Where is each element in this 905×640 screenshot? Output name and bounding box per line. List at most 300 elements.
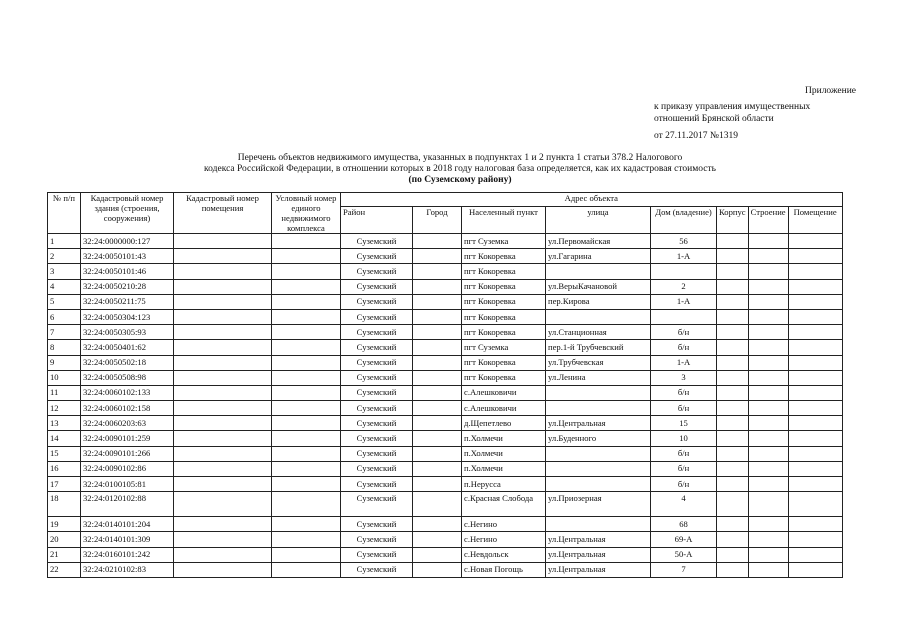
room-cell (788, 547, 842, 562)
settlement-cell: пгт Кокоревка (462, 264, 546, 279)
street-cell (546, 446, 651, 461)
room-cell (788, 446, 842, 461)
house-cell: 10 (651, 431, 717, 446)
street-cell (546, 385, 651, 400)
house-cell: 1-А (651, 294, 717, 309)
room-cell (788, 355, 842, 370)
col-street: улица (546, 207, 651, 234)
room-cell (788, 562, 842, 577)
building-cell (748, 446, 788, 461)
building-cell (748, 517, 788, 532)
block-cell (717, 517, 749, 532)
city-cell (413, 562, 462, 577)
cond-number-cell (272, 547, 341, 562)
house-cell: 2 (651, 279, 717, 294)
block-cell (717, 532, 749, 547)
street-cell: ул.Центральная (546, 416, 651, 431)
cad-building-cell: 32:24:0050101:43 (81, 249, 174, 264)
table-row (48, 431, 843, 446)
block-cell (717, 492, 749, 517)
house-cell: 50-А (651, 547, 717, 562)
cad-building-cell: 32:24:0090102:86 (81, 461, 174, 476)
room-cell (788, 477, 842, 492)
cad-room-cell (174, 547, 272, 562)
building-cell (748, 309, 788, 324)
house-cell: 1-А (651, 355, 717, 370)
settlement-cell: пгт Кокоревка (462, 294, 546, 309)
cad-building-cell: 32:24:0050210:28 (81, 279, 174, 294)
table-row (48, 370, 843, 385)
cad-room-cell (174, 401, 272, 416)
settlement-cell: пгт Кокоревка (462, 370, 546, 385)
building-cell (748, 234, 788, 249)
city-cell (413, 416, 462, 431)
row-number: 13 (48, 416, 81, 431)
settlement-cell: пгт Кокоревка (462, 309, 546, 324)
appendix-label: Приложение (805, 86, 856, 96)
block-cell (717, 249, 749, 264)
cad-building-cell: 32:24:0050101:46 (81, 264, 174, 279)
street-cell (546, 517, 651, 532)
room-cell (788, 340, 842, 355)
street-cell (546, 401, 651, 416)
house-cell: б/н (651, 385, 717, 400)
block-cell (717, 562, 749, 577)
row-number: 19 (48, 517, 81, 532)
street-cell: ул.Гагарина (546, 249, 651, 264)
block-cell (717, 547, 749, 562)
room-cell (788, 264, 842, 279)
table-row (48, 492, 843, 517)
house-cell: 15 (651, 416, 717, 431)
house-cell: б/н (651, 446, 717, 461)
row-number: 2 (48, 249, 81, 264)
street-cell: ул.Буденного (546, 431, 651, 446)
house-cell: б/н (651, 401, 717, 416)
row-number: 18 (48, 492, 81, 517)
cad-room-cell (174, 340, 272, 355)
cad-building-cell: 32:24:0120102:88 (81, 492, 174, 517)
row-number: 6 (48, 309, 81, 324)
settlement-cell: с.Новая Погощь (462, 562, 546, 577)
cad-building-cell: 32:24:0140101:204 (81, 517, 174, 532)
settlement-cell: д.Щепетлево (462, 416, 546, 431)
district-cell: Суземский (341, 279, 413, 294)
settlement-cell: пгт Кокоревка (462, 279, 546, 294)
house-cell: 1-А (651, 249, 717, 264)
title-line-2: кодекса Российской Федерации, в отношении которых в 2018 году налоговая база определяется, как их кадастровая стоимость (204, 164, 716, 174)
district-cell: Суземский (341, 532, 413, 547)
cond-number-cell (272, 385, 341, 400)
cad-room-cell (174, 461, 272, 476)
cond-number-cell (272, 461, 341, 476)
cond-number-cell (272, 532, 341, 547)
district-cell: Суземский (341, 517, 413, 532)
cad-room-cell (174, 532, 272, 547)
street-cell: ул.Первомайская (546, 234, 651, 249)
table-row (48, 461, 843, 476)
cad-room-cell (174, 477, 272, 492)
block-cell (717, 461, 749, 476)
cond-number-cell (272, 370, 341, 385)
cad-building-cell: 32:24:0050304:123 (81, 309, 174, 324)
col-cond-number: Условный номер единого недвижимого комплекса (272, 193, 341, 234)
row-number: 9 (48, 355, 81, 370)
cad-building-cell: 32:24:0000000:127 (81, 234, 174, 249)
table-row (48, 294, 843, 309)
cad-room-cell (174, 325, 272, 340)
house-cell: 56 (651, 234, 717, 249)
row-number: 20 (48, 532, 81, 547)
city-cell (413, 340, 462, 355)
cad-room-cell (174, 517, 272, 532)
house-cell: б/н (651, 325, 717, 340)
city-cell (413, 355, 462, 370)
settlement-cell: с.Негино (462, 517, 546, 532)
table-row (48, 517, 843, 532)
cond-number-cell (272, 517, 341, 532)
street-cell (546, 461, 651, 476)
title-line-1: Перечень объектов недвижимого имущества, указанных в подпунктах 1 и 2 пункта 1 статьи 378.2 Налогового (237, 153, 683, 163)
block-cell (717, 431, 749, 446)
building-cell (748, 532, 788, 547)
table-row (48, 325, 843, 340)
col-room: Помещение (788, 207, 842, 234)
street-cell: ул.Центральная (546, 562, 651, 577)
room-cell (788, 309, 842, 324)
city-cell (413, 249, 462, 264)
cad-room-cell (174, 416, 272, 431)
row-number: 22 (48, 562, 81, 577)
building-cell (748, 355, 788, 370)
cond-number-cell (272, 309, 341, 324)
cad-room-cell (174, 294, 272, 309)
block-cell (717, 446, 749, 461)
block-cell (717, 416, 749, 431)
city-cell (413, 294, 462, 309)
block-cell (717, 370, 749, 385)
row-number: 11 (48, 385, 81, 400)
table-row (48, 340, 843, 355)
cond-number-cell (272, 416, 341, 431)
cond-number-cell (272, 401, 341, 416)
col-cad-building: Кадастровый номер здания (строения, сооружения) (81, 193, 174, 234)
row-number: 7 (48, 325, 81, 340)
room-cell (788, 492, 842, 517)
col-settlement: Населенный пункт (462, 207, 546, 234)
order-date-number: от 27.11.2017 №1319 (654, 131, 738, 141)
district-cell: Суземский (341, 385, 413, 400)
city-cell (413, 279, 462, 294)
house-cell (651, 309, 717, 324)
table-row (48, 532, 843, 547)
cad-building-cell: 32:24:0060102:158 (81, 401, 174, 416)
settlement-cell: п.Холмечи (462, 446, 546, 461)
cond-number-cell (272, 562, 341, 577)
room-cell (788, 431, 842, 446)
block-cell (717, 309, 749, 324)
row-number: 15 (48, 446, 81, 461)
cad-room-cell (174, 562, 272, 577)
city-cell (413, 401, 462, 416)
cad-building-cell: 32:24:0060102:133 (81, 385, 174, 400)
cad-building-cell: 32:24:0050401:62 (81, 340, 174, 355)
row-number: 8 (48, 340, 81, 355)
table-row (48, 234, 843, 249)
table-row (48, 416, 843, 431)
cond-number-cell (272, 340, 341, 355)
cad-room-cell (174, 431, 272, 446)
district-cell: Суземский (341, 234, 413, 249)
cad-room-cell (174, 264, 272, 279)
district-cell: Суземский (341, 264, 413, 279)
room-cell (788, 279, 842, 294)
row-number: 1 (48, 234, 81, 249)
house-cell: 68 (651, 517, 717, 532)
city-cell (413, 532, 462, 547)
city-cell (413, 547, 462, 562)
settlement-cell: с.Алешковичи (462, 385, 546, 400)
table-row (48, 562, 843, 577)
district-cell: Суземский (341, 401, 413, 416)
col-block: Корпус (717, 207, 749, 234)
room-cell (788, 401, 842, 416)
title-line-3: (по Суземскому району) (408, 175, 512, 185)
col-building: Строение (748, 207, 788, 234)
district-cell: Суземский (341, 547, 413, 562)
district-cell: Суземский (341, 477, 413, 492)
city-cell (413, 309, 462, 324)
room-cell (788, 234, 842, 249)
cad-room-cell (174, 355, 272, 370)
building-cell (748, 401, 788, 416)
building-cell (748, 431, 788, 446)
cad-building-cell: 32:24:0210102:83 (81, 562, 174, 577)
street-cell: пер.1-й Трубчевский (546, 340, 651, 355)
cad-room-cell (174, 309, 272, 324)
district-cell: Суземский (341, 562, 413, 577)
street-cell: ул.Ленина (546, 370, 651, 385)
col-address-group: Адрес объекта (341, 193, 843, 207)
table-row (48, 249, 843, 264)
order-reference: к приказу управления имущественных (654, 102, 811, 112)
room-cell (788, 294, 842, 309)
row-number: 3 (48, 264, 81, 279)
block-cell (717, 355, 749, 370)
district-cell: Суземский (341, 249, 413, 264)
table-row (48, 279, 843, 294)
cad-building-cell: 32:24:0050502:18 (81, 355, 174, 370)
building-cell (748, 492, 788, 517)
city-cell (413, 325, 462, 340)
block-cell (717, 477, 749, 492)
cad-building-cell: 32:24:0100105:81 (81, 477, 174, 492)
building-cell (748, 279, 788, 294)
col-number: № п/п (48, 193, 81, 234)
building-cell (748, 461, 788, 476)
house-cell: 7 (651, 562, 717, 577)
cond-number-cell (272, 234, 341, 249)
table-row (48, 446, 843, 461)
table-row (48, 547, 843, 562)
district-cell: Суземский (341, 340, 413, 355)
district-cell: Суземский (341, 309, 413, 324)
cad-building-cell: 32:24:0050508:98 (81, 370, 174, 385)
city-cell (413, 461, 462, 476)
col-district: Район (341, 207, 413, 234)
district-cell: Суземский (341, 461, 413, 476)
city-cell (413, 431, 462, 446)
cond-number-cell (272, 249, 341, 264)
cad-room-cell (174, 249, 272, 264)
cond-number-cell (272, 477, 341, 492)
district-cell: Суземский (341, 325, 413, 340)
cond-number-cell (272, 325, 341, 340)
district-cell: Суземский (341, 431, 413, 446)
house-cell: 69-А (651, 532, 717, 547)
room-cell (788, 517, 842, 532)
table-row (48, 309, 843, 324)
cond-number-cell (272, 279, 341, 294)
block-cell (717, 234, 749, 249)
block-cell (717, 279, 749, 294)
cad-building-cell: 32:24:0050305:93 (81, 325, 174, 340)
cad-room-cell (174, 492, 272, 517)
block-cell (717, 401, 749, 416)
street-cell (546, 309, 651, 324)
room-cell (788, 416, 842, 431)
city-cell (413, 370, 462, 385)
cond-number-cell (272, 446, 341, 461)
district-cell: Суземский (341, 294, 413, 309)
cond-number-cell (272, 264, 341, 279)
house-cell: 3 (651, 370, 717, 385)
building-cell (748, 416, 788, 431)
street-cell: ул.Станционная (546, 325, 651, 340)
building-cell (748, 477, 788, 492)
house-cell: б/н (651, 461, 717, 476)
col-house: Дом (владение) (651, 207, 717, 234)
street-cell: пер.Кирова (546, 294, 651, 309)
house-cell: 4 (651, 492, 717, 517)
settlement-cell: п.Нерусса (462, 477, 546, 492)
district-cell: Суземский (341, 446, 413, 461)
settlement-cell: с.Негино (462, 532, 546, 547)
row-number: 5 (48, 294, 81, 309)
street-cell (546, 264, 651, 279)
settlement-cell: с.Алешковичи (462, 401, 546, 416)
cad-room-cell (174, 279, 272, 294)
building-cell (748, 370, 788, 385)
block-cell (717, 325, 749, 340)
col-cad-room: Кадастровый номер помещения (174, 193, 272, 234)
city-cell (413, 517, 462, 532)
city-cell (413, 492, 462, 517)
room-cell (788, 325, 842, 340)
cond-number-cell (272, 355, 341, 370)
house-cell: б/н (651, 340, 717, 355)
room-cell (788, 370, 842, 385)
settlement-cell: пгт Суземка (462, 340, 546, 355)
col-city: Город (413, 207, 462, 234)
cond-number-cell (272, 431, 341, 446)
street-cell: ул.ВерыКачановой (546, 279, 651, 294)
cad-building-cell: 32:24:0140101:309 (81, 532, 174, 547)
building-cell (748, 264, 788, 279)
block-cell (717, 340, 749, 355)
room-cell (788, 249, 842, 264)
room-cell (788, 385, 842, 400)
room-cell (788, 461, 842, 476)
district-cell: Суземский (341, 370, 413, 385)
row-number: 10 (48, 370, 81, 385)
settlement-cell: п.Холмечи (462, 431, 546, 446)
settlement-cell: с.Красная Слобода (462, 492, 546, 517)
street-cell: ул.Центральная (546, 532, 651, 547)
street-cell (546, 477, 651, 492)
cond-number-cell (272, 492, 341, 517)
city-cell (413, 446, 462, 461)
row-number: 21 (48, 547, 81, 562)
block-cell (717, 385, 749, 400)
building-cell (748, 562, 788, 577)
building-cell (748, 249, 788, 264)
row-number: 14 (48, 431, 81, 446)
table-row (48, 264, 843, 279)
street-cell: ул.Центральная (546, 547, 651, 562)
building-cell (748, 325, 788, 340)
house-cell: б/н (651, 477, 717, 492)
settlement-cell: с.Невдольск (462, 547, 546, 562)
district-cell: Суземский (341, 492, 413, 517)
building-cell (748, 547, 788, 562)
settlement-cell: п.Холмечи (462, 461, 546, 476)
building-cell (748, 340, 788, 355)
settlement-cell: пгт Кокоревка (462, 249, 546, 264)
cad-building-cell: 32:24:0060203:63 (81, 416, 174, 431)
house-cell (651, 264, 717, 279)
cond-number-cell (272, 294, 341, 309)
cad-room-cell (174, 234, 272, 249)
city-cell (413, 234, 462, 249)
district-cell: Суземский (341, 416, 413, 431)
row-number: 17 (48, 477, 81, 492)
cad-room-cell (174, 370, 272, 385)
block-cell (717, 294, 749, 309)
settlement-cell: пгт Кокоревка (462, 325, 546, 340)
cad-room-cell (174, 446, 272, 461)
street-cell: ул.Приозерная (546, 492, 651, 517)
building-cell (748, 385, 788, 400)
city-cell (413, 385, 462, 400)
street-cell: ул.Трубчевская (546, 355, 651, 370)
settlement-cell: пгт Кокоревка (462, 355, 546, 370)
row-number: 4 (48, 279, 81, 294)
document-title (150, 153, 770, 186)
cad-building-cell: 32:24:0160101:242 (81, 547, 174, 562)
cad-building-cell: 32:24:0090101:259 (81, 431, 174, 446)
table-row (48, 385, 843, 400)
objects-table (47, 192, 843, 578)
order-authority: отношений Брянской области (654, 114, 774, 124)
block-cell (717, 264, 749, 279)
settlement-cell: пгт Суземка (462, 234, 546, 249)
cad-building-cell: 32:24:0050211:75 (81, 294, 174, 309)
city-cell (413, 477, 462, 492)
room-cell (788, 532, 842, 547)
table-row (48, 355, 843, 370)
row-number: 12 (48, 401, 81, 416)
